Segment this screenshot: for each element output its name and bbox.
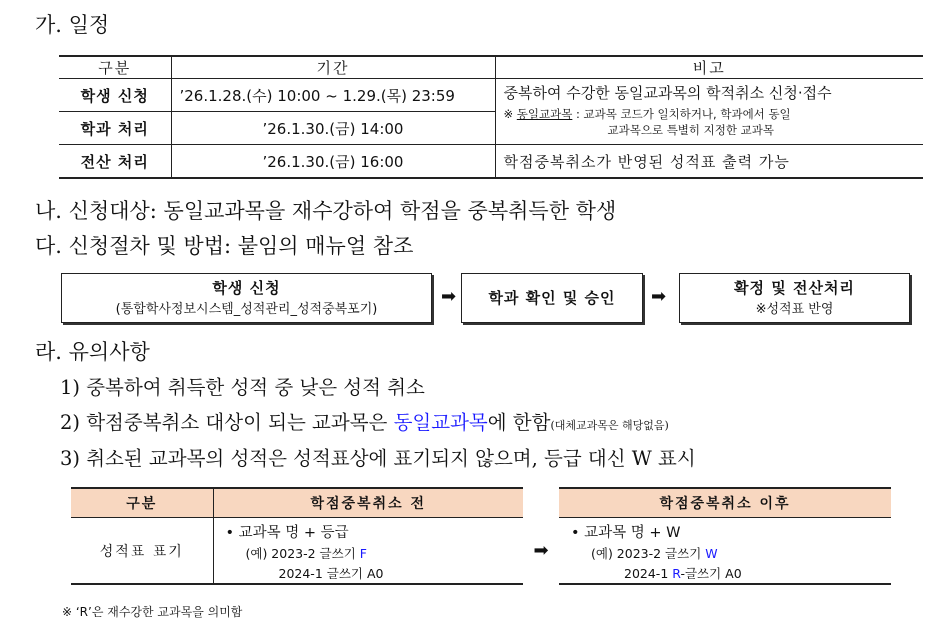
comparison-table bbox=[71, 487, 891, 585]
flow-step3-sub: ※성적표 반영 bbox=[755, 302, 834, 317]
comparison-header-category: 구분 bbox=[71, 488, 213, 518]
footnote: ※ ‘R’은 재수강한 교과목을 의미함 bbox=[62, 605, 243, 619]
schedule-period-dept: ’26.1.30.(금) 14:00 bbox=[171, 112, 495, 145]
before-line1: • 교과목 명 + 등급 bbox=[225, 525, 349, 541]
schedule-row-system bbox=[59, 145, 923, 179]
schedule-label-system: 전산 처리 bbox=[59, 145, 171, 179]
schedule-label-student: 학생 신청 bbox=[59, 79, 171, 112]
comparison-row bbox=[71, 518, 891, 585]
before-grade-f: F bbox=[359, 546, 367, 561]
note-prefix: ※ bbox=[503, 107, 517, 121]
note-item-3: 3) 취소된 교과목의 성적은 성적표상에 표기되지 않으며, 등급 대신 W 표시 bbox=[60, 447, 696, 470]
after-line3-r: R bbox=[672, 566, 681, 581]
section-da-text: 다. 신청절차 및 방법: 붙임의 매뉴얼 참조 bbox=[35, 234, 414, 258]
note-item-2-pre: 2) 학점중복취소 대상이 되는 교과목은 bbox=[60, 411, 394, 434]
note-item-2-small: (대체교과목은 해당없음) bbox=[550, 419, 669, 432]
after-line2 bbox=[571, 544, 891, 562]
comparison-header-after: 학점중복취소 이후 bbox=[559, 488, 891, 518]
flow-step1-title: 학생 신청 bbox=[212, 279, 281, 297]
after-line3-post: -글쓰기 A0 bbox=[680, 566, 742, 581]
section-ra-heading: 라. 유의사항 bbox=[35, 340, 150, 364]
comparison-after-cell bbox=[559, 518, 891, 585]
after-line3-pre: 2024-1 bbox=[624, 566, 673, 581]
flow-step1-sub: (통합학사정보시스템_성적관리_성적중복포기) bbox=[115, 302, 378, 317]
flow-step-student-apply bbox=[61, 273, 432, 323]
comparison-before-cell bbox=[213, 518, 523, 585]
schedule-remark-merged bbox=[495, 79, 923, 145]
flow-step-dept-approve: 학과 확인 및 승인 bbox=[461, 273, 643, 323]
comparison-header-before: 학점중복취소 전 bbox=[213, 488, 523, 518]
flow-arrow-1-icon: ➡ bbox=[441, 286, 457, 307]
schedule-label-dept: 학과 처리 bbox=[59, 112, 171, 145]
schedule-header-remark: 비고 bbox=[495, 56, 923, 79]
comparison-gap-header bbox=[523, 488, 559, 518]
section-na-text: 나. 신청대상: 동일교과목을 재수강하여 학점을 중복취득한 학생 bbox=[35, 199, 617, 223]
before-line2 bbox=[226, 544, 524, 562]
after-grade-w: W bbox=[705, 546, 718, 561]
note-line2: 교과목으로 특별히 지정한 교과목 bbox=[607, 123, 774, 137]
note-item-2 bbox=[60, 411, 669, 438]
schedule-remark-note bbox=[504, 106, 916, 138]
section-ga-heading: 가. 일정 bbox=[35, 13, 110, 37]
note-item-2-highlight: 동일교과목 bbox=[393, 411, 488, 434]
note-line1: : 교과목 코드가 일치하거나, 학과에서 동일 bbox=[572, 107, 791, 121]
after-line1: • 교과목 명 + W bbox=[571, 525, 681, 541]
schedule-remark-main: 중복하여 수강한 동일교과목의 학적취소 신청·접수 bbox=[503, 84, 832, 102]
schedule-header-period: 기간 bbox=[171, 56, 495, 79]
schedule-period-student: ’26.1.28.(수) 10:00 ~ 1.29.(목) 23:59 bbox=[171, 79, 495, 112]
schedule-period-system: ’26.1.30.(금) 16:00 bbox=[171, 145, 495, 179]
schedule-remark-system: 학점중복취소가 반영된 성적표 출력 가능 bbox=[495, 145, 923, 179]
after-line3 bbox=[571, 564, 891, 582]
after-line2-text: (예) 2023-2 글쓰기 bbox=[591, 546, 706, 561]
flow-step-confirm bbox=[679, 273, 910, 323]
schedule-row-student bbox=[59, 79, 923, 112]
note-item-1: 1) 중복하여 취득한 성적 중 낮은 성적 취소 bbox=[60, 376, 425, 399]
note-term: 동일교과목 bbox=[516, 107, 573, 121]
comparison-arrow-icon: ➡ bbox=[523, 518, 559, 585]
flow-step3-title: 확정 및 전산처리 bbox=[734, 279, 855, 297]
comparison-row-label: 성적표 표기 bbox=[71, 518, 213, 585]
comparison-header-row bbox=[71, 488, 891, 518]
before-line2-text: (예) 2023-2 글쓰기 bbox=[245, 546, 360, 561]
schedule-header-row bbox=[59, 56, 923, 79]
flow-arrow-2-icon: ➡ bbox=[651, 286, 667, 307]
before-line3: 2024-1 글쓰기 A0 bbox=[278, 566, 384, 581]
schedule-table bbox=[59, 55, 923, 179]
note-item-2-post: 에 한함 bbox=[487, 411, 551, 434]
schedule-header-category: 구분 bbox=[59, 56, 171, 79]
